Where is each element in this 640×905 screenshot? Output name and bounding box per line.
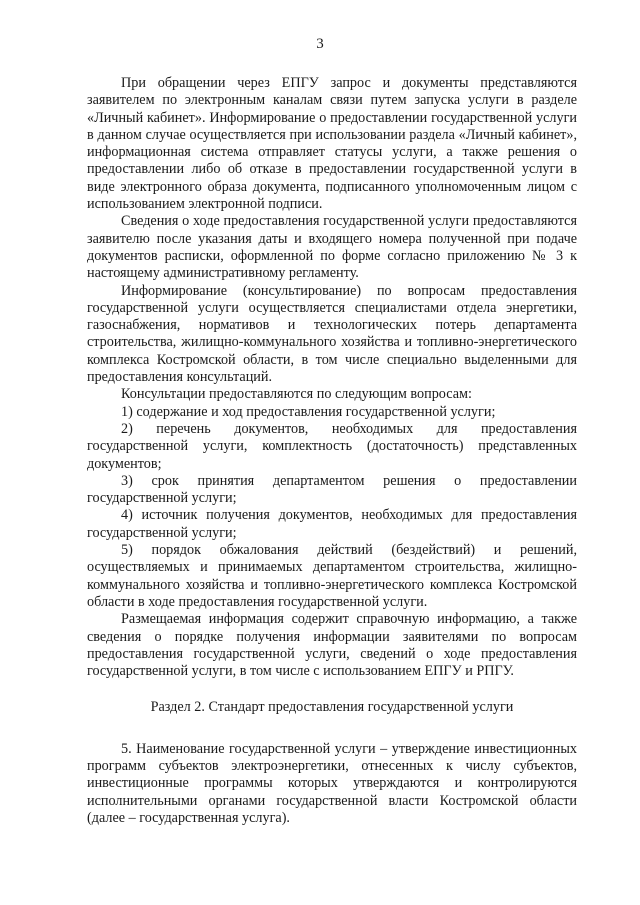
paragraph-epgu-request: При обращении через ЕПГУ запрос и документы представляются заявителем по электронным каналам связи путем запуска услуги в разделе «Личный кабинет». Информирование о предоставлении государственной услуги в данном случае осуществляется при использовании раздела «Личный кабинет», информационная система отправляет статусы услуги, а также решения о предоставлении либо об отказе в предоставлении государственной услуги в виде электронного образа документа, подписанного уполномоченным лицом с использованием электронной подписи. bbox=[87, 75, 577, 213]
paragraph-consulting: Информирование (консультирование) по вопросам предоставления государственной услуги осуществляется специалистами отдела энергетики, газоснабжения, нормативов и технологических потерь департамента строительства, жилищно-коммунального хозяйства и топливно-энергетического комплекса Костромской области, в том числе специально выделенными для предоставления консультаций. bbox=[87, 282, 577, 386]
list-item-5: 5) порядок обжалования действий (бездействий) и решений, осуществляемых и принимаемых департаментом строительства, жилищно-коммунального хозяйства и топливно-энергетического комплекса Костромской области в ходе предоставления государственной услуги. bbox=[87, 542, 577, 610]
paragraph-service-name: 5. Наименование государственной услуги – утверждение инвестиционных программ субъектов электроэнергетики, отнесенных к числу субъектов, инвестиционные программы которых утверждаются и контролируются исполнительными органами государственной власти Костромской области (далее – государственная услуга). bbox=[87, 740, 577, 826]
list-item-1: 1) содержание и ход предоставления государственной услуги; bbox=[121, 403, 496, 420]
list-item-4: 4) источник получения документов, необходимых для предоставления государственной услуги; bbox=[87, 507, 577, 541]
section-title: Раздел 2. Стандарт предоставления государственной услуги bbox=[150, 699, 514, 716]
list-item-2: 2) перечень документов, необходимых для предоставления государственной услуги, комплектность (достаточность) представленных документов; bbox=[87, 420, 577, 472]
paragraph-progress-info: Сведения о ходе предоставления государственной услуги предоставляются заявителю после указания даты и входящего номера полученной при подаче документов расписки, оформленной по форме согласно приложению № 3 к настоящему административному регламенту. bbox=[87, 213, 577, 282]
paragraph-consult-intro: Консультации предоставляются по следующим вопросам: bbox=[121, 386, 472, 403]
paragraph-info-content: Размещаемая информация содержит справочную информацию, а также сведения о порядке получения информации заявителями по вопросам предоставления государственной услуги, сведений о ходе предоставления государственной услуги, в том числе с использованием ЕПГУ и РПГУ. bbox=[87, 611, 577, 680]
list-item-3: 3) срок принятия департаментом решения о предоставлении государственной услуги; bbox=[87, 472, 577, 507]
page-number: 3 bbox=[316, 36, 324, 52]
document-body bbox=[87, 75, 577, 827]
